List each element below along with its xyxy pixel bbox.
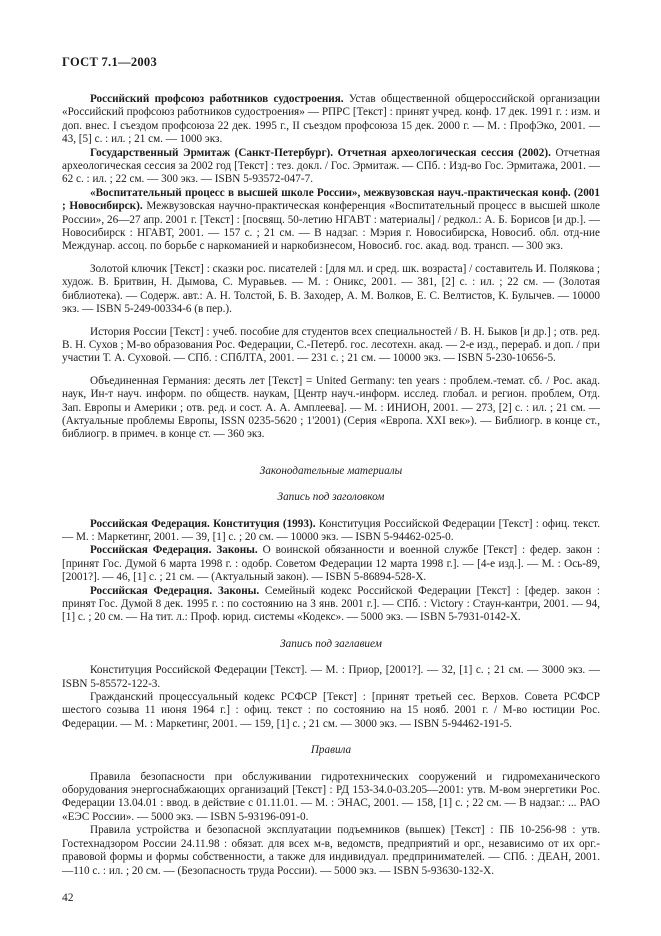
entry-text: Межвузовская научно-практическая конференция «Воспитательный процесс в высшей школе России», 26—27 апр. 2001 г. [Текст] : [посвящ. 50-летию НГАВТ : материалы] / редкол.: А. Б. Борисов [и др.]. — Новосибирск : НГАВТ, 2001. — 157 с. ; 21 см. — В надзаг. : Мэрия г. Новосибирска, Новосиб. обл. отд-ние Междунар. ассоц. по борьбе с наркоманией и наркобизнесом, Новосиб. гос. акад. вод. трансп. — 300 экз.	[62, 200, 600, 253]
entry-text: Семейный кодекс Российской Федерации [Текст] : [федер. закон : принят Гос. Думой 8 дек. 1995 г. : по состоянию на 3 янв. 2001 г.]. — СПб. : Victory : Стаун-кантри, 2001. — 94, [1] с. ; 20 см. — На тит. л.: Проф. юрид. системы «Кодекс». — 5000 экз. — ISBN 5-7931-0142-X.	[62, 584, 600, 624]
bib-entry-constitution-prior	[62, 664, 600, 691]
section-heading-rules: Правила	[310, 744, 352, 757]
document-body	[62, 93, 600, 878]
bib-entry-golden-key	[62, 263, 600, 317]
bib-entry-rf-constitution-1993	[62, 518, 600, 545]
bib-entry-hermitage	[62, 147, 600, 187]
bib-entry-united-germany	[62, 375, 600, 442]
bib-entry-union-shipbuilders	[62, 93, 600, 147]
entry-heading: Российская Федерация. Законы.	[90, 584, 260, 597]
entry-text: Правила устройства и безопасной эксплуатации подъемников (вышек) [Текст] : ПБ 10-256-98 : утв. Гостехнадзором России 24.11.98 : обязат. для всех м-в, ведомств, предприятий и орг., независимо от их орг.-правовой формы и формы собственности, а также для индивидуал. предпринимателей. — СПб. : ДЕАН, 2001. —110 с. : ил. ; 20 см. — (Безопасность труда России). — 5000 экз. — ISBN 5-93630-132-X.	[62, 824, 600, 877]
bib-entry-safety-rules-hydro	[62, 771, 600, 825]
bib-entry-lift-operation-rules	[62, 824, 600, 878]
entry-text: Объединенная Германия: десять лет [Текст] = United Germany: ten years : проблем.-темат. сб. / Рос. акад. наук, Ин-т науч. информ. по обществ. наукам, [Центр науч.-информ. исслед. глобал. и регион. проблем, Отд. Зап. Европы и Америки ; отв. ред. и сост. А. А. Амплеева]. — М. : ИНИОН, 2001. — 273, [2] с. : ил. ; 21 см. — (Актуальные проблемы Европы, ISSN 0235-5620 ; 1'2001) (Серия «Европа. XXI век»). — Библиогр. в конце ст., библиогр. в примеч. в конце ст. — 360 экз.	[62, 374, 600, 441]
entry-heading: Российская Федерация. Законы.	[90, 544, 258, 557]
entry-text: Правила безопасности при обслуживании гидротехнических сооружений и гидромеханического оборудования энергоснабжающих организаций [Текст] : РД 153-34.0-03.205—2001: утв. М-вом энергетики Рос. Федерации 13.04.01 : ввод. в действие с 01.11.01. — М. : ЭНАС, 2001. — 158, [1] с. ; 22 см. — В надзаг.: ... РАО «ЕЭС России». — 5000 экз. — ISBN 5-93196-091-0.	[62, 770, 600, 823]
section-heading-entry-under-title: Запись под заглавием	[280, 637, 382, 650]
entry-text: О воинской обязанности и военной службе [Текст] : федер. закон : [принят Гос. Думой 6 марта 1998 г. : одобр. Советом Федерации 12 марта 1998 г.]. — [4-е изд.]. — М. : Ось-89, [2001?]. — 46, [1] с. ; 21 см. — (Актуальный закон). — ISBN 5-86894-528-X.	[62, 544, 600, 584]
entry-text: История России [Текст] : учеб. пособие для студентов всех специальностей / В. Н. Быков [и др.] ; отв. ред. В. Н. Сухов ; М-во образования Рос. Федерации, С.-Петерб. гос. лесотехн. акад. — 2-е изд., перераб. и доп. / при участии Т. А. Суховой. — СПб. : СПбЛТА, 2001. — 231 с. ; 21 см. — 10000 экз. — ISBN 5-230-10656-5.	[62, 325, 600, 365]
entry-heading: Российская Федерация. Конституция (1993).	[90, 517, 316, 530]
entry-heading: «Воспитательный процесс в высшей школе России», межвузовская науч.-практическая конф. (2001 ; Новосибирск).	[62, 186, 600, 213]
section-heading-entry-under-heading: Запись под заголовком	[277, 491, 385, 504]
bib-entry-conference	[62, 187, 600, 254]
entry-text: Отчетная археологическая сессия за 2002 год [Текст] : тез. докл. / Гос. Эрмитаж. — СПб. : Изд-во Гос. Эрмитажа, 2001. — 62 с. : ил. ; 22 см. — 300 экз. — ISBN 5-93572-047-7.	[62, 146, 600, 186]
entry-text: Конституция Российской Федерации [Текст] : офиц. текст. — М. : Маркетинг, 2001. — 39, [1] с. ; 20 см. — 10000 экз. — ISBN 5-94462-025-0.	[62, 517, 600, 543]
bib-entry-rf-laws-military-service	[62, 544, 600, 584]
entry-heading: Российский профсоюз работников судостроения.	[90, 93, 344, 105]
bib-entry-rf-laws-family-code	[62, 585, 600, 625]
doc-title: ГОСТ 7.1—2003	[62, 55, 158, 69]
entry-text: Золотой ключик [Текст] : сказки рос. писателей : [для мл. и сред. шк. возраста] / составитель И. Полякова ; худож. В. Бритвин, Н. Дымова, С. Муравьев. — М. : Оникс, 2001. — 381, [2] с. : ил. ; 22 см. — (Золотая библиотека). — Содерж. авт.: А. Н. Толстой, Б. В. Заходер, А. М. Волков, Е. С. Велтистов, К. Булычев. — 10000 экз. — ISBN 5-249-00334-6 (в пер.).	[62, 262, 600, 316]
bib-entry-history-of-russia	[62, 326, 600, 366]
entry-heading: Государственный Эрмитаж (Санкт-Петербург). Отчетная археологическая сессия (2002).	[90, 146, 551, 159]
entry-text: Гражданский процессуальный кодекс РСФСР [Текст] : [принят третьей сес. Верхов. Совета РСФСР шестого созыва 11 июня 1964 г.] : офиц. текст : по состоянию на 15 нояб. 2001 г. / М-во юстиции Рос. Федерации. — М. : Маркетинг, 2001. — 159, [1] с. ; 21 см. — 3000 экз. — ISBN 5-94462-191-5.	[62, 691, 600, 730]
section-heading-legislative-materials: Законодательные материалы	[259, 464, 403, 477]
entry-text: Устав общественной общероссийской организации «Российский профсоюз работников судостроения» — РПРС [Текст] : принят учред. конф. 17 дек. 1991 г. : изм. и доп. внес. I съездом профсоюза 22 дек. 1995 г., II съездом профсоюза 15 дек. 2000 г. — М. : ПрофЭко, 2001. — 43, [5] с. : ил. ; 21 см. — 1000 экз.	[62, 93, 600, 146]
entry-text: Конституция Российской Федерации [Текст]. — М. : Приор, [2001?]. — 32, [1] с. ; 21 см. — 3000 экз. — ISBN 5-85572-122-3.	[62, 664, 600, 690]
page-number: 42	[62, 891, 74, 904]
bib-entry-civil-procedure-code	[62, 691, 600, 731]
